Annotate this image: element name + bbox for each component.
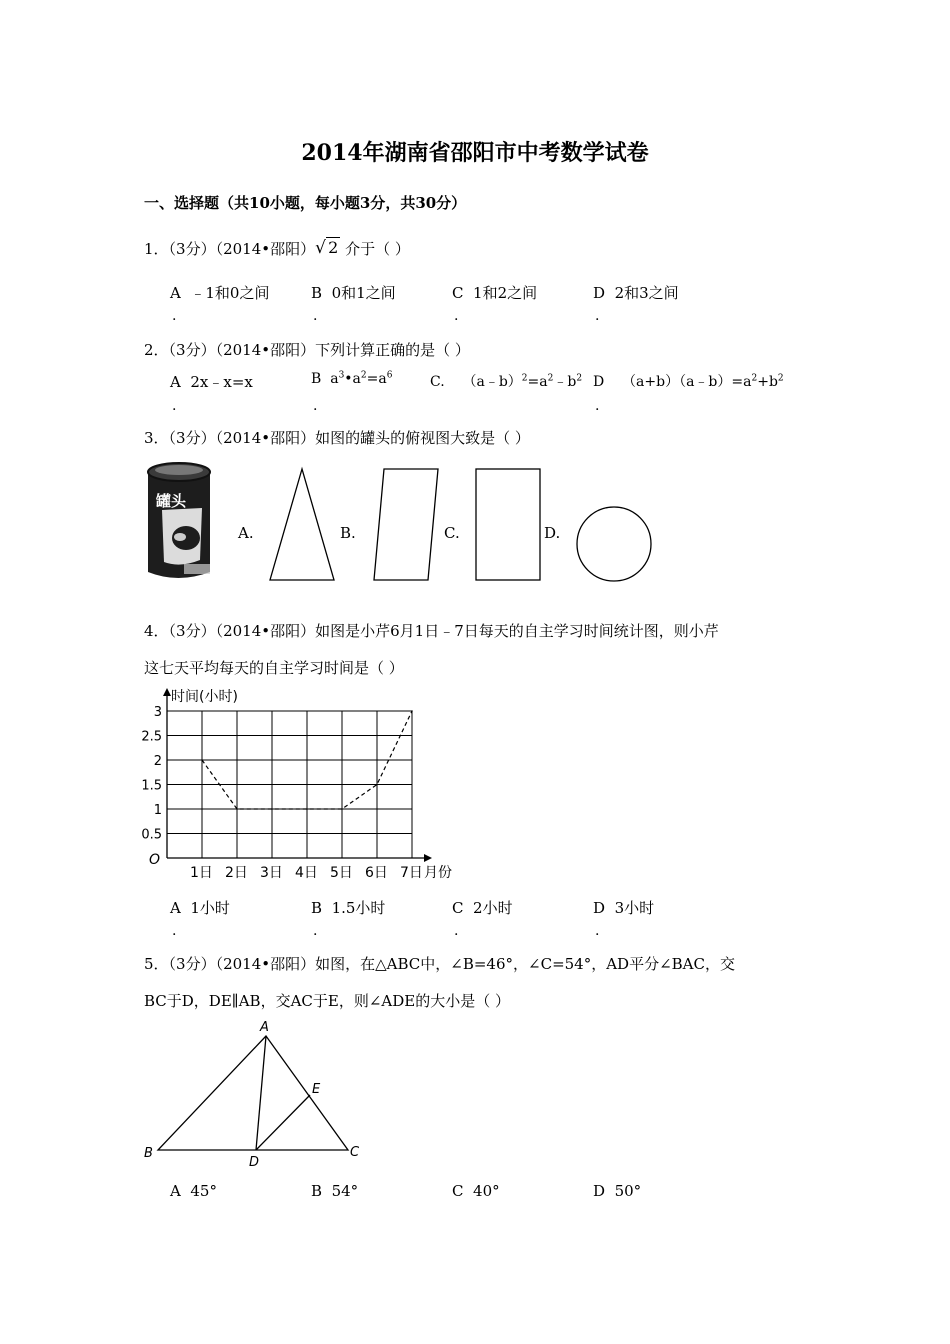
option-key: A (170, 1182, 181, 1200)
option-key: C (452, 1182, 464, 1200)
x-tick-label: 4日 (295, 865, 318, 881)
option-d[interactable] (593, 371, 784, 391)
option-d[interactable] (593, 897, 654, 918)
question-1-stem (144, 238, 410, 259)
option-d[interactable] (593, 282, 679, 303)
option-dot: . (595, 308, 600, 324)
option-text: 1和2之间 (473, 284, 538, 302)
circle-figure[interactable] (574, 504, 654, 584)
option-text: 1.5小时 (331, 899, 386, 917)
x-tick-label: 6日 (365, 865, 388, 881)
data-point (201, 759, 203, 761)
option-dot: . (595, 398, 600, 414)
data-point (306, 808, 308, 810)
option-key: C. (430, 374, 445, 390)
page-title: 2014年湖南省邵阳市中考数学试卷 (301, 140, 649, 166)
option-a[interactable]: A. (238, 524, 254, 542)
option-text: 50° (614, 1182, 642, 1200)
option-dot: . (172, 923, 177, 939)
option-c[interactable] (452, 897, 513, 918)
point-label-d: D (249, 1155, 260, 1170)
option-b[interactable]: B. (340, 524, 356, 542)
option-text: 1小时 (190, 899, 230, 917)
option-dot: . (313, 398, 318, 414)
option-c[interactable] (452, 282, 537, 303)
x-tick-label: 2日 (225, 865, 248, 881)
question-4-stem (144, 620, 719, 641)
question-number: 3． (144, 429, 169, 447)
segment-de (256, 1095, 310, 1150)
question-text: 如图是小芹6月1日﹣7日每天的自主学习时间统计图，则小芹 (315, 622, 719, 640)
option-c[interactable]: C. (444, 524, 460, 542)
option-key: A (170, 899, 181, 917)
option-text: 3小时 (614, 899, 655, 917)
question-number: 5． (144, 955, 169, 973)
option-text: 2和3之间 (614, 284, 679, 302)
option-d[interactable]: D. (544, 524, 561, 542)
section-heading: 一、选择题（共10小题，每小题3分，共30分） (144, 194, 467, 212)
point-label-b: B (144, 1146, 153, 1161)
question-5-stem (144, 953, 735, 974)
option-dot: . (172, 398, 177, 414)
y-tick-label: 1.5 (141, 778, 162, 794)
option-key: B (311, 1182, 323, 1200)
option-key: B (311, 899, 323, 917)
question-meta: （3分）（2014•邵阳） (168, 622, 316, 640)
can-image (140, 458, 220, 582)
y-tick-label: 2 (153, 754, 162, 769)
option-a[interactable] (170, 897, 230, 918)
question-5-stem-line2: BC于D，DE∥AB，交AC于E，则∠ADE的大小是（ ） (144, 992, 510, 1010)
question-meta: （3分）（2014•邵阳） (168, 955, 316, 973)
data-point (341, 808, 343, 810)
question-meta: （3分）（2014•邵阳） (168, 429, 316, 447)
parallelogram-figure[interactable] (370, 466, 442, 584)
option-b[interactable] (311, 897, 385, 918)
y-tick-label: 1 (153, 803, 162, 818)
option-text: 54° (331, 1182, 359, 1200)
x-tick-label: 3日 (260, 865, 283, 881)
y-tick-label: 3 (153, 705, 162, 720)
option-b[interactable] (311, 371, 392, 387)
option-a[interactable] (170, 371, 253, 392)
option-dot: . (595, 923, 600, 939)
triangle-figure[interactable] (266, 466, 338, 584)
option-dot: . (172, 308, 177, 324)
radicand: 2 (328, 238, 339, 257)
option-dot: . (454, 308, 459, 324)
x-tick-label: 1日 (190, 865, 213, 881)
question-meta: （3分）（2014•邵阳） (168, 341, 316, 359)
question-number: 2． (144, 341, 169, 359)
option-c[interactable] (452, 1182, 500, 1200)
y-tick-label: 2.5 (141, 729, 162, 745)
option-key: D (593, 1182, 606, 1200)
y-axis-arrow (163, 688, 171, 696)
option-b[interactable] (311, 282, 396, 303)
y-axis-label: 时间(小时) (171, 689, 238, 705)
option-key: A (170, 373, 181, 391)
data-point (271, 808, 273, 810)
question-3-stem (144, 427, 530, 448)
point-label-c: C (350, 1145, 360, 1160)
option-key: D (593, 899, 606, 917)
option-key: A (170, 284, 181, 302)
question-text: 下列计算正确的是（ ） (315, 341, 470, 359)
option-key: D (593, 284, 606, 302)
option-c[interactable] (430, 371, 582, 391)
can-label: 罐头 (156, 492, 187, 510)
option-key: D (593, 374, 605, 390)
option-dot: . (313, 923, 318, 939)
option-key: C (452, 899, 464, 917)
point-label-e: E (312, 1082, 321, 1097)
question-2-stem (144, 339, 470, 360)
option-b[interactable] (311, 1182, 358, 1200)
origin-label: O (149, 852, 161, 868)
option-dot: . (454, 923, 459, 939)
option-key: B (311, 371, 322, 387)
option-key: B (311, 284, 323, 302)
option-text: 0和1之间 (331, 284, 396, 302)
option-a[interactable] (170, 282, 269, 303)
triangle-abc-diagram (140, 1016, 370, 1172)
data-point (376, 784, 378, 786)
y-tick-label: 0.5 (141, 827, 162, 843)
question-text: 如图，在△ABC中，∠B=46°，∠C=54°，AD平分∠BAC，交 (315, 955, 735, 973)
option-key: C (452, 284, 464, 302)
option-d-formula: $(a+b)(a﹣b)=a^2+b^2$ (622, 373, 784, 390)
option-d[interactable] (593, 1182, 641, 1200)
study-time-line-chart (140, 684, 460, 884)
x-axis-arrow (424, 854, 432, 862)
option-text: 2x﹣x=x (190, 373, 253, 391)
option-c-formula: $(a﹣b)^2=a^2﹣b^2$ (462, 373, 583, 390)
radical-sign: √ (315, 238, 326, 258)
x-axis-label: 月份 (424, 865, 452, 881)
question-text: 如图的罐头的俯视图大致是（ ） (315, 429, 530, 447)
question-number: 4． (144, 622, 169, 640)
question-1-suffix: 介于（ ） (345, 240, 410, 258)
option-text: 2小时 (473, 899, 513, 917)
question-number: 1． (144, 240, 169, 258)
segment-ad (256, 1036, 266, 1150)
data-point (411, 710, 413, 712)
option-text: 45° (190, 1182, 217, 1200)
x-tick-label: 5日 (330, 865, 353, 881)
option-a[interactable] (170, 1182, 217, 1200)
option-text: 40° (473, 1182, 500, 1200)
option-text: ﹣1和0之间 (190, 284, 270, 302)
option-dot: . (313, 308, 318, 324)
point-label-a: A (260, 1020, 269, 1035)
option-b-formula: $a^3•a^2=a^6$ (330, 370, 393, 387)
question-meta: （3分）（2014•邵阳） (168, 240, 316, 258)
rectangle-figure[interactable] (472, 466, 544, 584)
data-point (236, 808, 238, 810)
x-tick-label: 7日 (400, 865, 423, 881)
question-4-stem-line2: 这七天平均每天的自主学习时间是（ ） (144, 659, 404, 677)
